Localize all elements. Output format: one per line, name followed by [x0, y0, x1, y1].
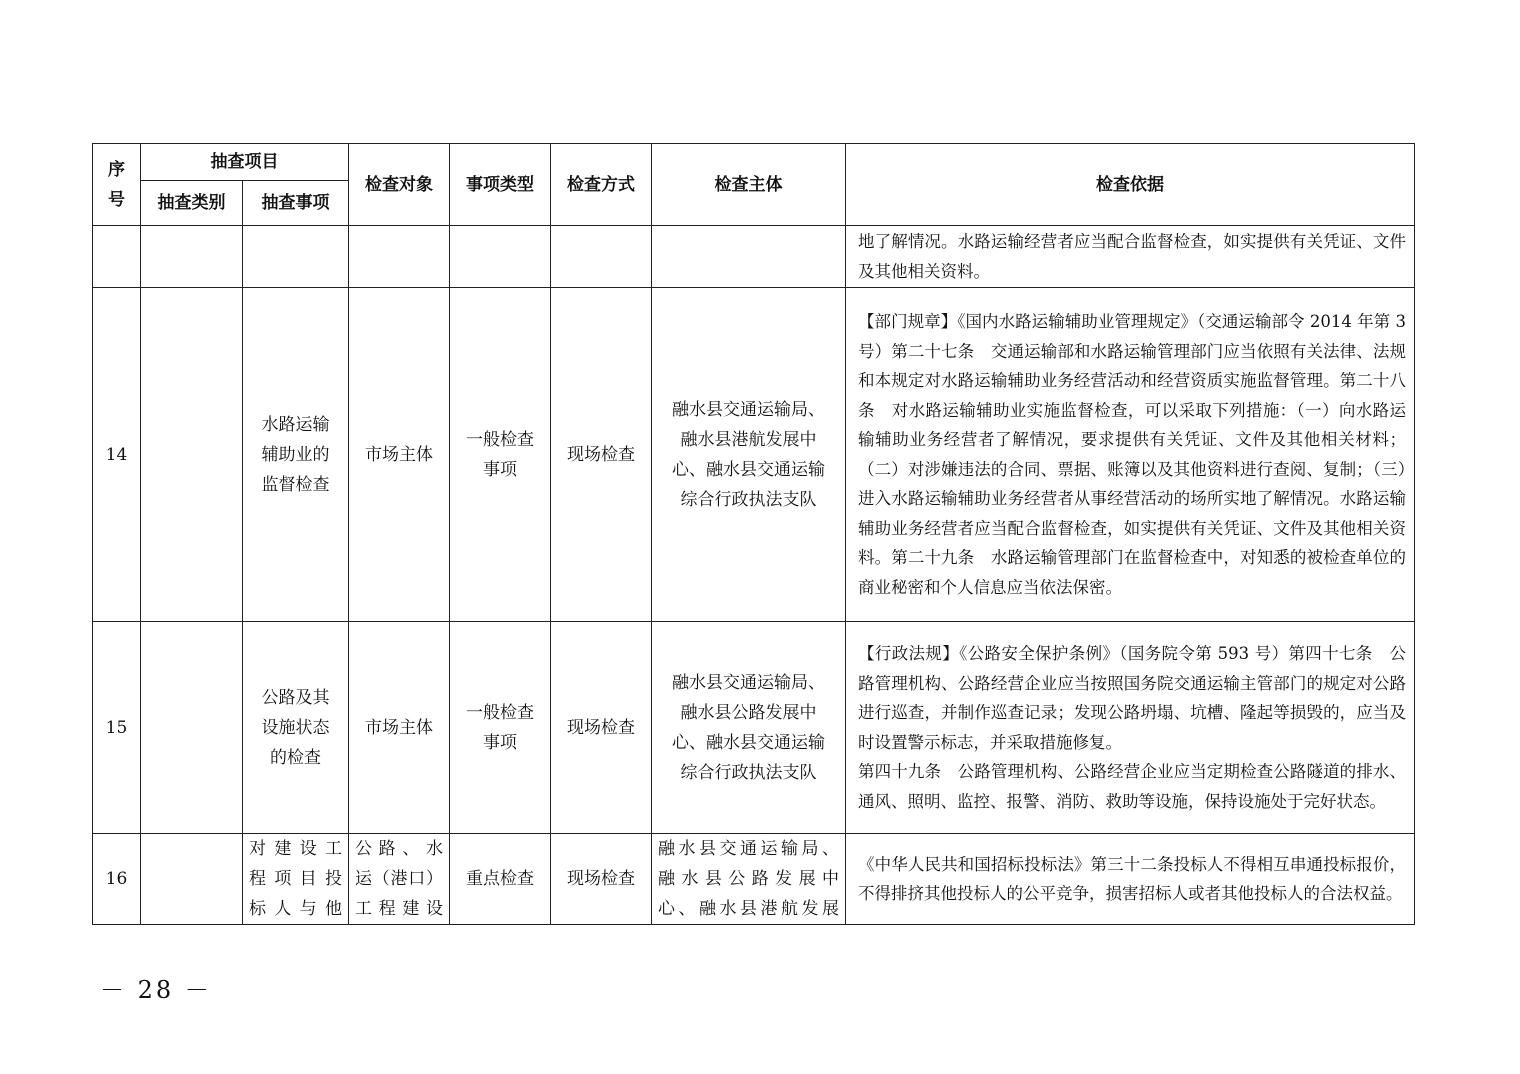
row-seq: 14	[93, 288, 141, 622]
row-matter	[243, 622, 349, 834]
row-matter	[243, 226, 349, 288]
matter-line: 标人与他	[249, 899, 342, 919]
table-row	[93, 226, 1415, 288]
table-row	[93, 834, 1415, 925]
header-matter-type: 事项类型	[450, 144, 551, 226]
row-seq: 16	[93, 834, 141, 925]
row-target	[349, 226, 450, 288]
header-category: 抽查类别	[141, 181, 243, 226]
row-target: 市场主体	[349, 288, 450, 622]
row-seq: 15	[93, 622, 141, 834]
matter-line: 辅助业的	[261, 444, 330, 465]
row-method	[551, 226, 652, 288]
row-category	[141, 288, 243, 622]
row-method: 现场检查	[551, 288, 652, 622]
target-line: 运（港口）	[355, 869, 443, 889]
subject-line: 融水县公路发展中	[658, 869, 839, 889]
matter-type-line: 一般检查	[466, 702, 534, 723]
subject-line: 综合行政执法支队	[680, 489, 817, 510]
basis-paragraph: 地了解情况。水路运输经营者应当配合监督检查，如实提供有关凭证、文件及其他相关资料。	[858, 232, 1406, 281]
header-matter: 抽查事项	[243, 181, 349, 226]
header-seq-line2: 号	[108, 189, 125, 210]
row-basis	[846, 288, 1415, 622]
subject-line: 综合行政执法支队	[680, 762, 817, 783]
basis-paragraph: 第四十九条 公路管理机构、公路经营企业应当定期检查公路隧道的排水、通风、照明、监控、报警、消防、救助等设施，保持设施处于完好状态。	[858, 762, 1406, 811]
header-item-group: 抽查项目	[141, 144, 349, 181]
subject-line: 融水县交通运输局、	[658, 839, 839, 859]
row-matter	[243, 288, 349, 622]
row-target: 市场主体	[349, 622, 450, 834]
matter-line: 的检查	[270, 747, 321, 768]
matter-type-line: 事项	[483, 459, 517, 480]
matter-type-line: 事项	[483, 732, 517, 753]
row-subject	[652, 226, 846, 288]
target-line: 公路、水	[355, 839, 443, 859]
inspection-table	[92, 143, 1415, 925]
subject-line: 心、融水县港航发展	[658, 899, 839, 919]
row-category	[141, 226, 243, 288]
matter-line: 对建设工	[249, 839, 342, 859]
matter-line: 公路及其	[261, 687, 330, 708]
row-category	[141, 834, 243, 925]
row-method: 现场检查	[551, 834, 652, 925]
row-matter-type	[450, 226, 551, 288]
matter-type-line: 一般检查	[466, 429, 534, 450]
subject-line: 心、融水县交通运输	[672, 459, 825, 480]
row-matter-type	[450, 288, 551, 622]
matter-line: 设施状态	[261, 717, 330, 738]
row-target	[349, 834, 450, 925]
row-basis	[846, 622, 1415, 834]
header-target: 检查对象	[349, 144, 450, 226]
table-row	[93, 622, 1415, 834]
row-subject	[652, 288, 846, 622]
matter-line: 监督检查	[261, 474, 330, 495]
row-subject	[652, 622, 846, 834]
row-seq	[93, 226, 141, 288]
matter-line: 程项目投	[249, 869, 342, 889]
subject-line: 融水县港航发展中	[680, 429, 817, 450]
row-category	[141, 622, 243, 834]
page-number: － 28 －	[100, 976, 212, 1004]
row-matter	[243, 834, 349, 925]
subject-line: 心、融水县交通运输	[672, 732, 825, 753]
basis-paragraph: 《中华人民共和国招标投标法》第三十二条投标人不得相互串通投标报价，不得排挤其他投标人的公平竞争，损害招标人或者其他投标人的合法权益。	[858, 854, 1406, 903]
row-method: 现场检查	[551, 622, 652, 834]
subject-line: 融水县公路发展中	[680, 702, 817, 723]
header-seq-line1: 序	[108, 159, 125, 180]
row-matter-type	[450, 622, 551, 834]
row-basis	[846, 226, 1415, 288]
table-row	[93, 288, 1415, 622]
row-matter-type: 重点检查	[450, 834, 551, 925]
header-basis: 检查依据	[846, 144, 1415, 226]
matter-line: 水路运输	[261, 414, 330, 435]
header-seq	[93, 144, 141, 226]
header-method: 检查方式	[551, 144, 652, 226]
row-basis	[846, 834, 1415, 925]
subject-line: 融水县交通运输局、	[672, 399, 825, 420]
basis-paragraph: 【部门规章】《国内水路运输辅助业管理规定》（交通运输部令 2014 年第 3 号）第二十七条 交通运输部和水路运输管理部门应当依照有关法律、法规和本规定对水路运输辅助业务经营活动和经营资质实施监督管理。第二十八条 对水路运输辅助业实施监督检查，可以采取下列措施：（一）向水路运输辅助业务经营者了解情况，要求提供有关凭证、文件及其他相关材料；（二）对涉嫌违法的合同、票据、账簿以及其他资料进行查阅、复制；（三）进入水路运输辅助业务经营者从事经营活动的场所实地了解情况。水路运输辅助业务经营者应当配合监督检查，如实提供有关凭证、文件及其他相关资料。第二十九条 水路运输管理部门在监督检查中，对知悉的被检查单位的商业秘密和个人信息应当依法保密。	[858, 312, 1406, 597]
target-line: 工程建设	[355, 899, 443, 919]
row-subject	[652, 834, 846, 925]
header-subject: 检查主体	[652, 144, 846, 226]
subject-line: 融水县交通运输局、	[672, 672, 825, 693]
basis-paragraph: 【行政法规】《公路安全保护条例》（国务院令第 593 号）第四十七条 公路管理机构、公路经营企业应当按照国务院交通运输主管部门的规定对公路进行巡查，并制作巡查记录；发现公路坍塌、坑槽、隆起等损毁的，应当及时设置警示标志，并采取措施修复。	[858, 644, 1406, 752]
